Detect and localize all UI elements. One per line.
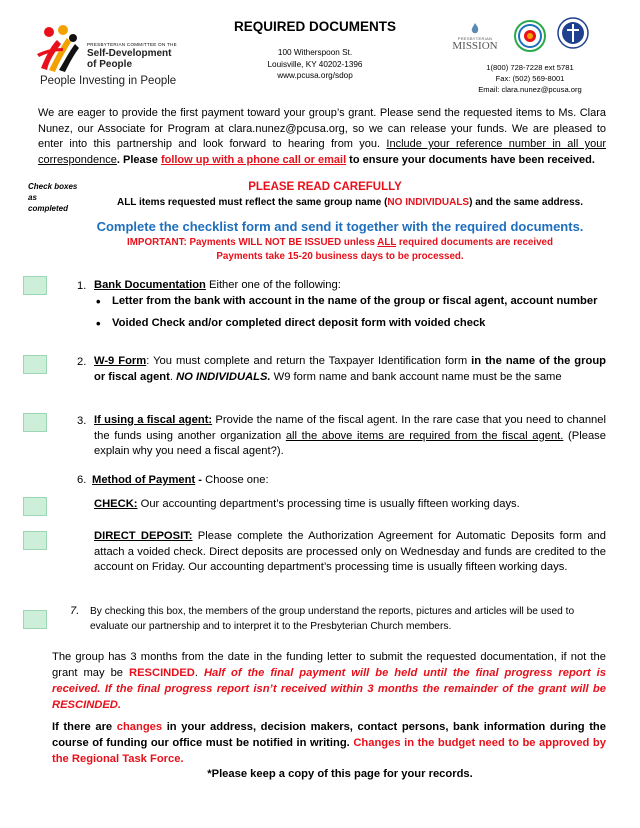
item-2-text1: : You must complete and return the Taxpayer Identification form [146, 355, 472, 367]
flame-icon [468, 22, 482, 36]
item-1-bullet-2: • Voided Check and/or completed direct deposit form with voided check [94, 316, 606, 332]
item-2-text [94, 354, 606, 385]
item-3-text1: Provide the name of the fiscal agent. In the rare case that you need to channel the funds using another organization [94, 414, 606, 442]
intro-text1: We are eager to provide the first payment toward your group’s grant. Please send the requested items to Ms. Clara Nunez, our Associate for Program at clara.nunez@pcusa.org, so we can release your funds. We are pleased to enter into this partnership and look forward to hearing from you. [38, 107, 606, 150]
item-2-bold: in the name of the group or fiscal agent [94, 355, 606, 383]
important-pre: IMPORTANT: Payments WILL NOT BE ISSUED unless [127, 237, 378, 248]
sdop-people-icon [35, 24, 81, 72]
check-boxes-label: Check boxes as completed [28, 182, 78, 213]
address-block [250, 47, 380, 82]
great-ends-seal-icon [513, 19, 547, 53]
footer-text2: . [194, 667, 204, 679]
check-option-desc: Our accounting department’s processing time is usually fifteen working days. [137, 498, 520, 510]
item-7-text: By checking this box, the members of the group understand the reports, pictures and articles will be used to evaluate our partnership and to interpret it to the Presbyterian Church members. [90, 606, 575, 632]
checkbox-direct-deposit[interactable] [23, 531, 47, 550]
intro-reference-underlined: Include your reference number in all your correspondence [38, 138, 606, 166]
payments-take-line: Payments take 15-20 business days to be processed. [216, 251, 464, 262]
contact-block [455, 62, 605, 95]
checkbox-bank-documentation[interactable] [23, 276, 47, 295]
item-7-number: 7. [70, 605, 80, 617]
changes-text2: in your address, decision makers, contact persons, bank information during the course of funding our office must be notified in writing. [52, 721, 606, 749]
no-individuals-text: NO INDIVIDUALS [387, 197, 470, 208]
direct-deposit-text [94, 529, 606, 576]
item-3-underlined: all the above items are required from the fiscal agent. [285, 429, 564, 442]
important-post: required documents are received [396, 237, 553, 248]
intro-text3: to ensure your documents have been received. [346, 153, 595, 166]
all-items-pre: ALL items requested must reflect the same group name ( [116, 197, 388, 208]
checkbox-w9-form[interactable] [23, 355, 47, 374]
email: Email: clara.nunez@pcusa.org [478, 85, 582, 94]
intro-follow-up: follow up with a phone call or email [160, 153, 347, 166]
item-6-dash: - [195, 474, 206, 486]
sdop-logo [35, 24, 185, 72]
item-2-no-individuals: NO INDIVIDUALS. [176, 370, 271, 383]
important-all: ALL [377, 237, 397, 248]
item-1-intro: Either one of the following: [205, 279, 341, 291]
checkbox-check-payment[interactable] [23, 497, 47, 516]
logo-org-line: PRESBYTERIAN COMMITTEE ON THE [87, 42, 177, 47]
mission-logo-small: PRESBYTERIAN [457, 36, 493, 41]
important-line [40, 237, 640, 248]
final-payment-warning: Half of the final payment will be held until the final progress report is received. If the final progress report isn’t received within 3 months the remainder of the grant will be RESCINDED. [52, 667, 606, 711]
item-6-number: 6. [77, 474, 87, 486]
keep-copy-note: *Please keep a copy of this page for your records. [207, 768, 473, 780]
logo-name-line1: Self-Development [87, 48, 172, 59]
item-2-number: 2. [77, 356, 87, 368]
check-option-text [94, 497, 606, 513]
address-line1: 100 Witherspoon St. [277, 48, 353, 57]
direct-deposit-desc: Please complete the Authorization Agreement for Automatic Deposits form and attach a voided check. Direct deposits are processed only on Wednesday and funds are credited to the account on Friday. Our accounting department’s processing time is usually fifteen working days. [94, 530, 606, 573]
item-2-text2: . [169, 370, 177, 383]
item-6-text [92, 473, 604, 489]
item-3-number: 3. [77, 415, 87, 427]
item-3-text [94, 413, 606, 460]
item-1-heading: Bank Documentation [94, 279, 206, 291]
direct-deposit-label: DIRECT DEPOSIT: [94, 530, 193, 542]
checkbox-agreement[interactable] [23, 610, 47, 629]
address-line2: Louisville, KY 40202-1396 [267, 59, 363, 69]
item-2-heading: W-9 Form [94, 355, 147, 367]
fax: Fax: (502) 569-8001 [495, 74, 565, 83]
presbyterian-mission-logo [449, 22, 501, 56]
page-title: REQUIRED DOCUMENTS [233, 19, 396, 34]
item-2-text3: W9 form name and bank account name must be the same [270, 370, 562, 383]
all-items-line [80, 197, 620, 208]
item-1-bullets [94, 294, 606, 331]
please-read-heading: PLEASE READ CAREFULLY [248, 181, 402, 193]
changes-word: changes [116, 721, 163, 733]
changes-text1: If there are [52, 721, 117, 733]
item-1-bullet-1: • Letter from the bank with account in the name of the group or fiscal agent, account number [94, 294, 606, 310]
check-option-label: CHECK: [94, 498, 138, 510]
footer-text1: The group has 3 months from the date in the funding letter to submit the requested documentation, if not the grant may be [52, 651, 606, 679]
item-1-text [94, 278, 606, 294]
item-3-text2: (Please explain why you need a fiscal agent?). [94, 429, 606, 457]
pcusa-seal-icon [556, 16, 590, 50]
mission-logo-big: MISSION [452, 40, 498, 52]
item-1-number: 1. [77, 280, 87, 292]
rescinded-text: RESCINDED [128, 667, 195, 679]
intro-text2: . Please [116, 153, 161, 166]
changes-paragraph [52, 719, 606, 767]
logo-name-line2: of People [87, 59, 133, 70]
website: www.pcusa.org/sdop [277, 71, 353, 80]
phone: 1(800) 728-7228 ext 5781 [486, 63, 574, 72]
all-items-post: ) and the same address. [469, 197, 584, 208]
item-6-heading: Method of Payment [92, 474, 196, 486]
complete-checklist-line: Complete the checklist form and send it together with the required documents. [96, 219, 584, 234]
item-3-heading: If using a fiscal agent: [94, 414, 213, 426]
rescinded-paragraph [52, 649, 606, 713]
tagline: People Investing in People [40, 75, 177, 87]
intro-paragraph [38, 106, 606, 168]
budget-changes-text: Changes in the budget need to be approved by the Regional Task Force. [52, 737, 606, 765]
item-6-intro: Choose one: [205, 474, 269, 486]
checkbox-fiscal-agent[interactable] [23, 413, 47, 432]
